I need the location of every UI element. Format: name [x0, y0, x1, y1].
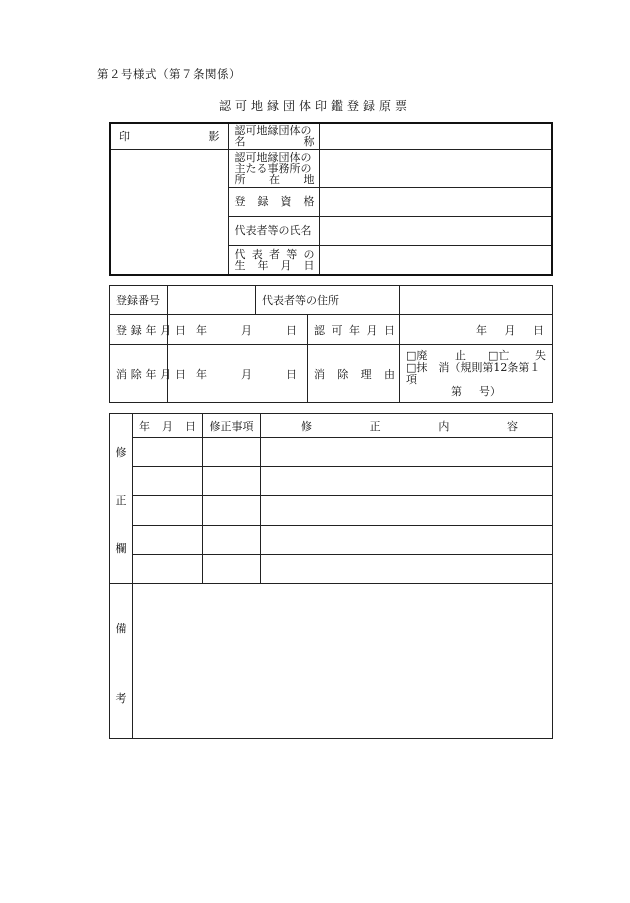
cd-year: 年: [196, 367, 207, 381]
approval-date-label: [308, 315, 400, 345]
birth-char1: 代: [234, 247, 246, 261]
remarks-char1: 備: [115, 622, 127, 635]
cr-c4: 由: [383, 367, 395, 381]
rd-c4: 月: [160, 323, 172, 337]
amend-row1-content[interactable]: [261, 438, 553, 467]
death-label-2: 失: [535, 348, 546, 362]
qual-char3: 資: [280, 195, 292, 208]
amend-row5-date[interactable]: [133, 554, 203, 583]
amend-row3-date[interactable]: [133, 496, 203, 525]
item-label-1: 第: [451, 384, 462, 398]
birth-char2: 表: [251, 247, 263, 261]
hdr-year: 年: [139, 419, 150, 433]
form-title: 認可地縁団体印鑑登録原票: [218, 99, 411, 113]
rd-c3: 年: [145, 323, 157, 337]
amendment-side-label: [110, 414, 133, 584]
office-address-label: [228, 149, 319, 187]
cd-c5: 日: [175, 367, 186, 381]
amend-row5-item[interactable]: [203, 554, 261, 583]
representative-name-field[interactable]: [319, 216, 552, 245]
cd-c1: 消: [116, 367, 127, 381]
amend-row5-content[interactable]: [261, 554, 553, 583]
representative-name-label: 代表者等の氏名: [228, 216, 319, 245]
registration-date-label: [110, 315, 186, 345]
office-label-char2: 在: [269, 172, 280, 186]
ad-month: 月: [504, 323, 516, 337]
rd-c5: 日: [175, 323, 186, 337]
cr-c1: 消: [314, 367, 325, 381]
hdr-c4: 容: [506, 419, 518, 433]
hdr-c2: 正: [369, 419, 381, 433]
amend-side-char2: 正: [115, 494, 127, 507]
group-name-label-char2: 称: [303, 135, 315, 149]
amend-row1-item[interactable]: [203, 438, 261, 467]
rd-month: 月: [241, 323, 252, 337]
hdr-month: 月: [162, 419, 173, 433]
seal-image-label-cell: [110, 123, 228, 149]
abolish-checkbox[interactable]: [406, 350, 466, 362]
rd-c2: 録: [130, 323, 142, 337]
header-item: 修正事項: [203, 414, 261, 438]
registration-status-table: [109, 285, 553, 403]
group-name-field[interactable]: [319, 123, 552, 149]
qual-char2: 録: [257, 195, 269, 208]
erase-checkbox[interactable]: □抹 消（規則第12条第１項: [406, 360, 541, 386]
rd-year: 年: [196, 323, 207, 337]
registration-date-field[interactable]: [168, 315, 308, 345]
ad-c3: 年: [349, 323, 360, 337]
qualification-field[interactable]: [319, 187, 552, 216]
group-name-label: [228, 123, 319, 149]
qual-char1: 登: [234, 195, 246, 208]
ad-c5: 日: [384, 323, 395, 337]
office-address-field[interactable]: [319, 149, 552, 187]
cd-day: 日: [286, 367, 297, 381]
death-label-1: □亡: [488, 348, 510, 362]
cd-c4: 月: [160, 367, 172, 381]
abolish-label-1: □廃: [406, 348, 428, 362]
amend-row4-date[interactable]: [133, 525, 203, 554]
header-content: [261, 414, 553, 438]
office-label-line1: 認可地縁団体の: [234, 150, 312, 164]
qual-char4: 格: [303, 195, 315, 208]
form-number-label: 第２号様式（第７条関係）: [97, 67, 241, 81]
remarks-side-label: [110, 584, 133, 739]
rd-day: 日: [286, 323, 297, 337]
office-label-char1: 所: [234, 172, 246, 186]
amend-row4-content[interactable]: [261, 525, 553, 554]
amend-row1-date[interactable]: [133, 438, 203, 467]
representative-address-label: 代表者等の住所: [256, 286, 400, 315]
birth-char5: の: [303, 247, 315, 261]
registration-number-label: 登録番号: [110, 286, 168, 315]
amend-side-char1: 修: [115, 446, 127, 459]
amend-side-char3: 欄: [115, 542, 127, 555]
office-label-line2: 主たる事務所の: [234, 161, 312, 175]
amend-row3-content[interactable]: [261, 496, 553, 525]
hdr-c3: 内: [438, 419, 450, 433]
birth-char4: 等: [286, 247, 298, 261]
registration-info-table: [109, 122, 553, 276]
birth-char3: 者: [269, 247, 280, 261]
hdr-c1: 修: [301, 419, 312, 433]
ad-year: 年: [476, 323, 487, 337]
amend-row2-content[interactable]: [261, 467, 553, 496]
ad-c4: 月: [366, 323, 378, 337]
approval-date-field[interactable]: [400, 315, 553, 345]
registration-number-field[interactable]: [168, 286, 256, 315]
remarks-char2: 考: [115, 692, 127, 705]
seal-label-1: 印: [119, 129, 130, 143]
cr-c2: 除: [337, 367, 349, 381]
death-checkbox[interactable]: [488, 350, 546, 362]
birth-char8: 月: [280, 258, 292, 272]
birth-char9: 日: [303, 258, 315, 272]
item-label-2: 号）: [479, 384, 501, 398]
cd-c2: 除: [130, 367, 142, 381]
cr-c3: 理: [360, 367, 372, 381]
birth-char7: 年: [257, 258, 269, 272]
group-name-label-line1: 認可地縁団体の: [234, 124, 312, 138]
seal-image-area[interactable]: [110, 149, 228, 275]
cancel-reason-options[interactable]: [400, 345, 553, 403]
birth-char6: 生: [234, 258, 246, 272]
header-date: [133, 414, 203, 438]
ad-day: 日: [533, 323, 544, 337]
amend-row4-item[interactable]: [203, 525, 261, 554]
office-label-char3: 地: [303, 172, 315, 186]
ad-c2: 可: [331, 323, 343, 337]
ad-c1: 認: [314, 323, 325, 337]
abolish-label-2: 止: [455, 348, 466, 362]
cancel-date-field[interactable]: [168, 345, 308, 403]
cancel-date-label: [110, 345, 186, 403]
hdr-day: 日: [185, 419, 196, 433]
representative-address-field[interactable]: [400, 286, 553, 315]
representative-birthdate-field[interactable]: [319, 245, 552, 275]
amendment-table: [109, 413, 553, 739]
amend-row2-date[interactable]: [133, 467, 203, 496]
cd-month: 月: [241, 367, 252, 381]
representative-birthdate-label: [228, 245, 319, 275]
remarks-field[interactable]: [133, 584, 553, 739]
amend-row2-item[interactable]: [203, 467, 261, 496]
cancel-reason-label: [308, 345, 400, 403]
group-name-label-char1: 名: [234, 135, 246, 149]
rd-c1: 登: [116, 323, 127, 337]
amend-row3-item[interactable]: [203, 496, 261, 525]
qualification-label: [228, 187, 319, 216]
seal-label-2: 影: [208, 129, 220, 143]
cd-c3: 年: [145, 367, 157, 381]
